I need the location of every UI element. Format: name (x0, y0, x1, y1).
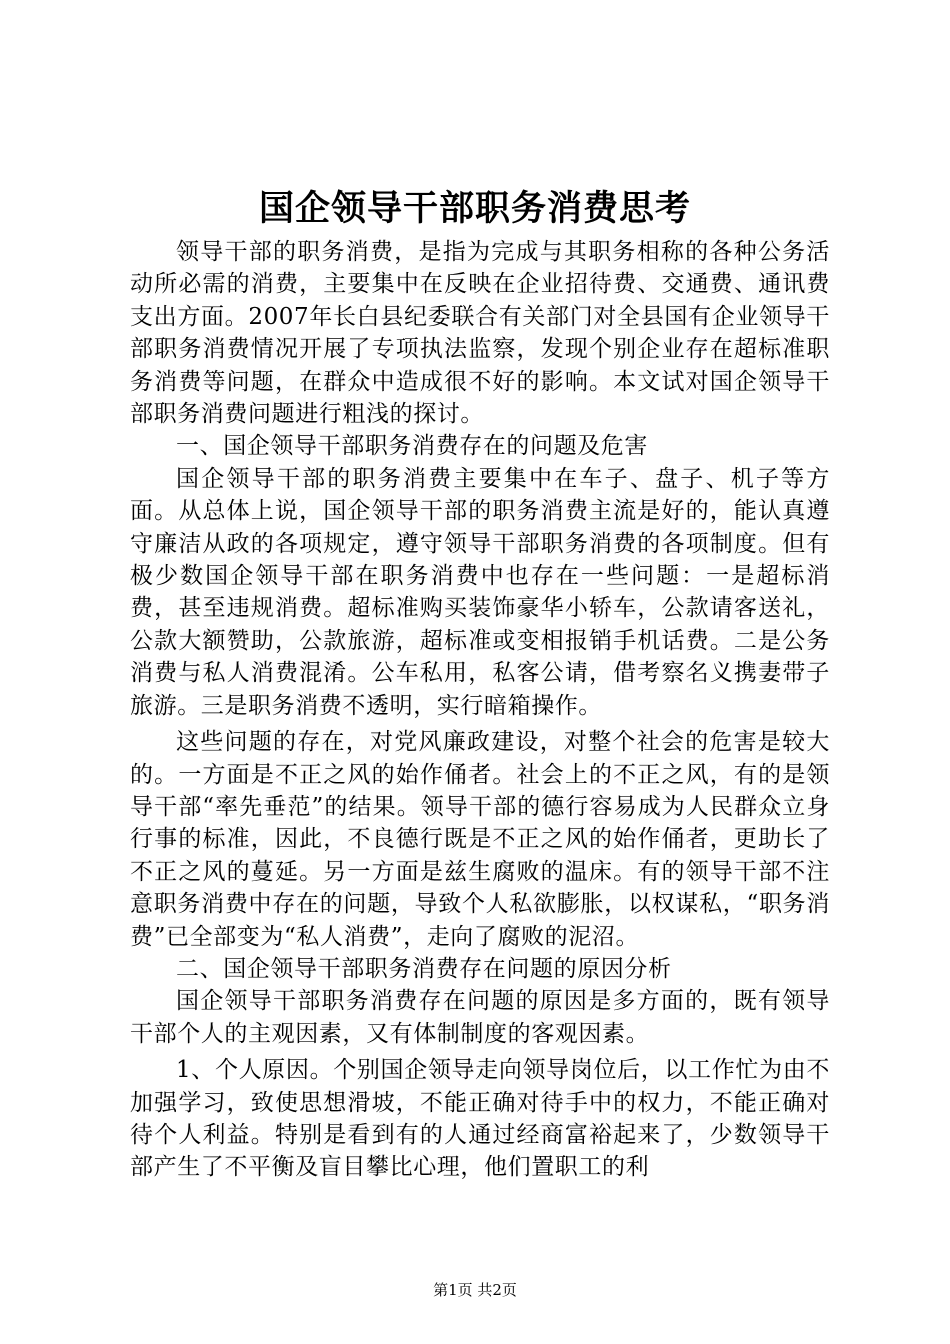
personal-cause-paragraph: 1、个人原因。个别国企领导走向领导岗位后，以工作忙为由不加强学习，致使思想滑坡，不能正确对待手中的权力，不能正确对待个人利益。特别是看到有的人通过经商富裕起来了，少数领导干部产生了不平衡及盲目攀比心理，他们置职工的利 (130, 1057, 830, 1181)
section-heading-2: 二、国企领导干部职务消费存在问题的原因分析 (176, 955, 672, 982)
document-title: 国企领导干部职务消费思考 (258, 188, 691, 229)
intro-paragraph: 领导干部的职务消费，是指为完成与其职务相称的各种公务活动所必需的消费，主要集中在反映在企业招待费、交通费、通讯费支出方面。2007年长白县纪委联合有关部门对全县国有企业领导干部职务消费情况开展了专项执法监察，发现个别企业存在超标准职务消费等问题，在群众中造成很不好的影响。本文试对国企领导干部职务消费问题进行粗浅的探讨。 (130, 239, 830, 428)
section-heading-1: 一、国企领导干部职务消费存在的问题及危害 (176, 433, 648, 460)
page-number-footer: 第1页 共2页 (433, 1281, 517, 1299)
causes-intro-paragraph: 国企领导干部职务消费存在问题的原因是多方面的，既有领导干部个人的主观因素，又有体制制度的客观因素。 (130, 988, 830, 1047)
document-body (130, 236, 830, 1184)
harm-paragraph: 这些问题的存在，对党风廉政建设，对整个社会的危害是较大的。一方面是不正之风的始作俑者。社会上的不正之风，有的是领导干部“率先垂范”的结果。领导干部的德行容易成为人民群众立身行事的标准，因此，不良德行既是不正之风的始作俑者，更助长了不正之风的蔓延。另一方面是兹生腐败的温床。有的领导干部不注意职务消费中存在的问题，导致个人私欲膨胀，以权谋私，“职务消费”已全部变为“私人消费”，走向了腐败的泥沼。 (130, 729, 830, 950)
problems-paragraph: 国企领导干部的职务消费主要集中在车子、盘子、机子等方面。从总体上说，国企领导干部的职务消费主流是好的，能认真遵守廉洁从政的各项规定，遵守领导干部职务消费的各项制度。但有极少数国企领导干部在职务消费中也存在一些问题：一是超标消费，甚至违规消费。超标准购买装饰豪华小轿车，公款请客送礼，公款大额赞助，公款旅游，超标准或变相报销手机话费。二是公务消费与私人消费混淆。公车私用，私客公请，借考察名义携妻带子旅游。三是职务消费不透明，实行暗箱操作。 (130, 465, 830, 719)
